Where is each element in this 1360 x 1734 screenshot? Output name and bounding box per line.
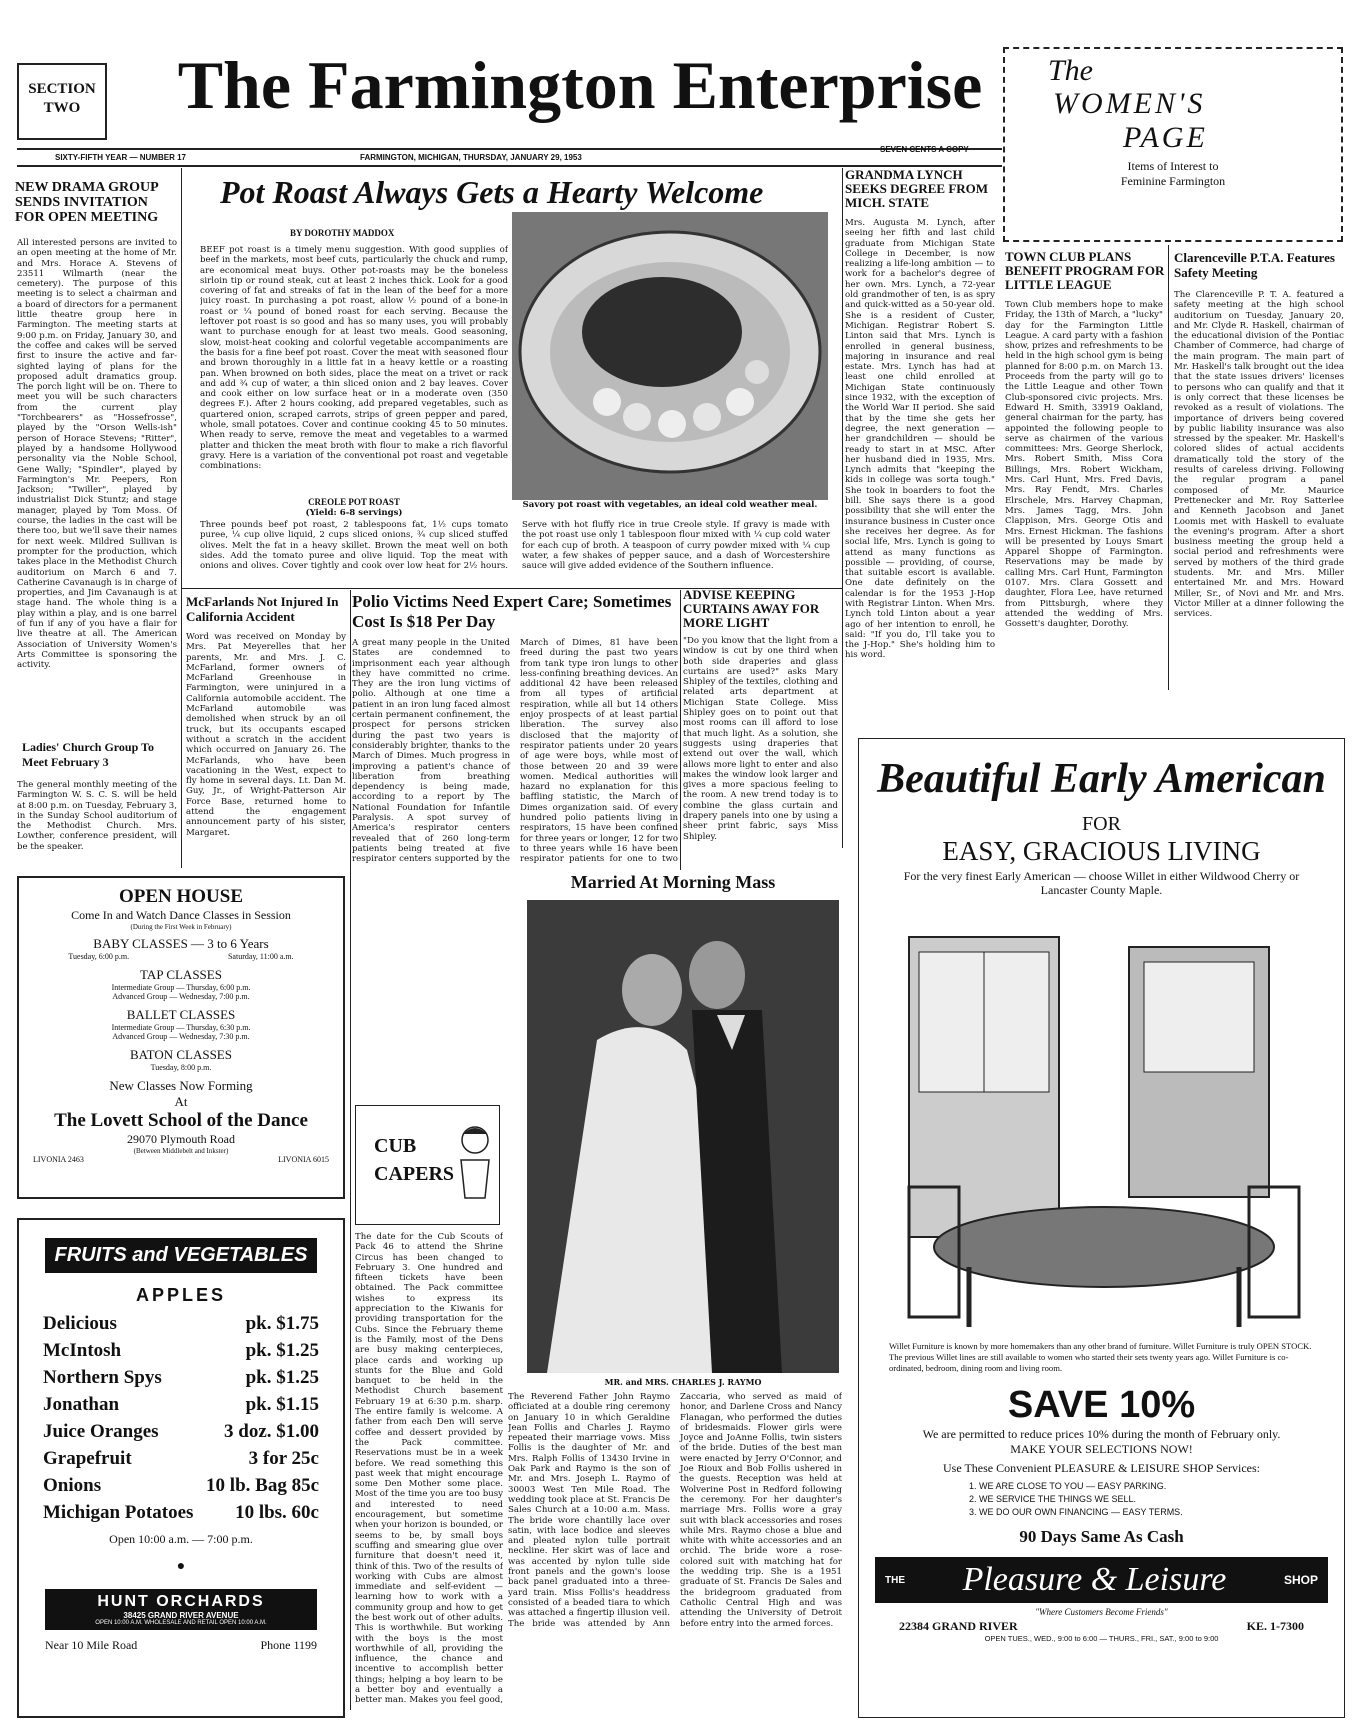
willet-phone: KE. 1-7300 [1246,1619,1304,1633]
fruit-price-row [43,1391,319,1418]
pleasure-shop: SHOP [1283,1573,1318,1587]
womens-page-sub-1: Items of Interest to [1127,159,1219,173]
fruit-price: 10 lb. Bag 85c [206,1475,319,1496]
section-label-1: SECTION [28,81,96,97]
willet-service-item: 1. WE ARE CLOSE TO YOU — EASY PARKING. [969,1481,1167,1491]
open-house-baby-times [19,952,343,961]
drama-headline: NEW DRAMA GROUP SENDS INVITATION FOR OPEN MEETING [15,180,159,225]
open-house-subtitle: Come In and Watch Dance Classes in Session [71,908,291,922]
town-club-body: Town Club members hope to make Friday, the 13th of March, a "lucky" day for the Farmington Little League. A card party with a fashion show, prizes and refreshments to be held in the high school gym is being planned for 8:00 p.m. on March 13. Proceeds from the party will go to the Little League and other Town Club-sponsored civic projects. Mrs. Edward H. Smith, 33919 Oakland, general chairman for the party, has appointed the following people to serve as chairmen of the various committees: Mrs. George Sherlock, Mrs. Robert Smith, Miss Cora Billings, Mrs. Robert Wickham, Mrs. Carl Hunt, Mrs. Fred Davis, Mrs. Ray Fendt, Mrs. Charles Elrschele, Mrs. Harvey Chapman, Mrs. James Tagg, Mrs. John Clappison, Mrs. George Otis and Mrs. Ernest Hickman. The fashions will be presented by Louys Smart Apparel Shoppe of Farmington. Reservations may be made by calling Mrs. Carl Hunt, Farmington 0107. Mrs. Clara Gossett and daughter, Flora Lee, have returned from Pittsburgh, where they attended the wedding of Mrs. Gossett's daughter, Dorothy. [1005,300,1163,630]
col-rule-3 [1168,245,1169,690]
open-house-baton: BATON CLASSES [130,1047,232,1062]
col-rule-4 [350,590,351,1710]
clarenceville-body: The Clarenceville P. T. A. featured a safety meeting at the high school auditorium on Tuesday, January 20, and Mr. Clyde R. Haskell, chairman of the educational division of the Pontiac Chamber of Commerce, had charge of the main program. The main part of Mr. Haskell's talk brought out the idea that the state issues drivers' licenses to persons who can qualify and that it is only correct that these licenses be revoked as a result of violations. The importance of drivers being covered by public liability insurance was also stressed by the speaker. Mr. Haskell's colored slides of actual accidents dramatically told the story of the results of careless driving. Following the regular program a panel composed of Mr. Maurice Prettenecker and Mr. Roy Satterlee and Kenneth Jacobson and Janet Loomis met with Haskell to evaluate the evening's program. After a short business meeting the group held a social period and refreshments were served by mothers of the third grade students. Mr. and Mrs. Miller entertained Mr. and Mrs. Howard Miller, Sr., of Novi and Mr. and Mrs. Victor Miller at a dinner following the services. [1174,290,1344,620]
drama-body: All interested persons are invited to an open meeting at the home of Mr. and Mrs. Horace A. Stevens of 23511 Wilmarth (near the cemetery). The purpose of this meeting is to select a chairman and a board of directors for a permanent little theatre group here in Farmington. The meeting starts at 9:00 p.m. on Friday, January 30, and the coffee and cakes will be served first to insure the active and far-sighted laying of plans for the proposed adult dramatics group. The porch light will be on. There to meet you will be such characters from the current play "Torchbearers" as "Hossefrosse", played by the "Orson Wells-ish" person of Horace Stevens; "Ritter", played by a handsome Hollywood personality via the Noble School, Gene Wally; "Spindler", played by Farmington's Mr. Peepers, Ron Jackson; "Twiller", played by industrialist Dick Stuntz; and stage manager, played by Tom Moss. Of course, the ladies in the cast will be there too, but we'll save their names for next week. Mildred Sullivan is prompter for the production, which takes place in the Methodist Church auditorium on March 6 and 7. Catherine Cavanaugh is in charge of properties, and Jim Cavanaugh is at stage hand. The whole thing is a play within a play, and is one barrel of fun if any of you have a flair for live theatre at all. The American Association of University Women's Arts Committee is sponsoring the activity. [17,238,177,671]
grandma-body: Mrs. Augusta M. Lynch, after seeing her fifth and last child graduate from Michigan State College in December, is now realizing a life-long ambition — to work for a bachelor's degree of her own. Mrs. Lynch, a 72-year old grandmother of ten, is as spry and quick-witted as a 50-year old. She is a resident of Custer, Michigan. Registrar Robert S. Linton said that Mrs. Lynch is enrolled in general business, majoring in insurance and real estate. Mrs. Lynch has had at least one child enrolled at Michigan State continuously since 1932, with the exception of the World War II period. She said that by the time she gets her degree, the next generation — her grandchildren — should be ready to start in at MSC. After her husband died in 1935, Mrs. Lynch admits that "keeping the kids in college was sorta tough." She took in boarders to foot the bill. She says there is a good possibility that she will enter the insurance business in Custer once she receives her degree. As for social life, Mrs. Lynch is going to attend as many functions as possible — providing, of course, that suitable escort is available. One date definitely on the calendar is for the 1953 J-Hop with Registrar Linton. When Mrs. Lynch told Linton about a year ago of her intention to enroll, he said: "If you do, I'll take you to the J-Hop." She's holding him to his word. [845,218,995,661]
clarenceville-headline: Clarenceville P.T.A. Features Safety Meeting [1174,250,1335,280]
fruit-name: Jonathan [43,1394,120,1415]
open-house-tap-1: Intermediate Group — Thursday, 6:00 p.m. [111,983,251,992]
womens-page-the: The [1048,54,1093,87]
willet-permitted: We are permitted to reduce prices 10% during the month of February only. [922,1427,1281,1441]
furniture-illustration [889,907,1314,1337]
open-house-phones [19,1155,343,1164]
curtains-body: "Do you know that the light from a window is cut by one third when both side draperies and glass curtains are used?" asks Mary Shipley of the textiles, clothing and related arts department at Michigan State College. Miss Shipley goes on to point out that most rooms can ill afford to lose that much light. As a solution, she suggests using draperies that extend out over the wall, which allows more light to enter and also makes the window look larger and gives a more spacious feeling to the room. A new trend today is to combine the glass curtain and drapery panels into one by using a sheer print fabric, says Miss Shipley. [683,636,838,842]
wedding-headline: Married At Morning Mass [570,872,776,892]
col-rule-2 [842,168,843,848]
willet-service-item: 2. WE SERVICE THE THINGS WE SELL. [969,1494,1137,1504]
fruit-name: Juice Oranges [43,1421,159,1442]
willet-address: 22384 GRAND RIVER [899,1619,1018,1633]
fruit-price: pk. $1.75 [245,1313,319,1334]
pot-roast-headline: Pot Roast Always Gets a Hearty Welcome [220,174,764,210]
fruit-name: Onions [43,1475,102,1496]
grandma-headline: GRANDMA LYNCH SEEKS DEGREE FROM MICH. STATE [845,167,989,210]
pot-roast-photo [512,212,828,500]
open-house-ballet-1: Intermediate Group — Thursday, 6:30 p.m. [111,1023,251,1032]
willet-service-item: 3. WE DO OUR OWN FINANCING — EASY TERMS. [969,1507,1183,1517]
willet-save: SAVE 10% [1007,1384,1196,1426]
polio-headline: Polio Victims Need Expert Care; Sometimes Cost Is $18 Per Day [352,592,672,631]
wedding-caption: MR. and MRS. CHARLES J. RAYMO [604,1377,762,1387]
open-house-tap: TAP CLASSES [140,967,222,982]
fruit-price: pk. $1.25 [245,1340,319,1361]
open-house-baby-time-2: Saturday, 11:00 a.m. [227,952,294,961]
hunt-orchards-address: 38425 GRAND RIVER AVENUE [123,1611,239,1620]
open-house-baby-time-1: Tuesday, 6:00 p.m. [68,952,130,961]
fruit-price-row [43,1364,319,1391]
cub-scout-icon [455,1120,495,1200]
fruit-price: pk. $1.15 [245,1394,319,1415]
hunt-orchards-hours: OPEN 10:00 A.M. WHOLESALE AND RETAIL OPEN 10:00 A.M. [95,1620,267,1626]
ladies-body: The general monthly meeting of the Farmington W. S. C. S. will be held at 8:00 p.m. on Tuesday, February 3, in the Sunday School auditorium of the Methodist Church. Mrs. Lowther, conference president, will be the speaker. [17,780,177,852]
platter-graphic [512,212,828,500]
willet-for: FOR [1082,813,1121,835]
open-house-ballet-2: Advanced Group — Wednesday, 7:30 p.m. [112,1032,250,1041]
willet-tagline: EASY, GRACIOUS LIVING [942,836,1261,866]
cub-title-2: CAPERS [374,1163,455,1185]
hunt-orchards-name: HUNT ORCHARDS [97,1593,265,1610]
section-label [17,80,107,118]
open-house-ad [17,876,345,1199]
ladies-headline: Ladies' Church Group To Meet February 3 [22,740,154,769]
hunt-orchards-banner [45,1589,317,1630]
col-rule-5 [680,590,681,870]
fruits-heading: APPLES [135,1285,227,1305]
willet-hours: OPEN TUES., WED., 9:00 to 6:00 — THURS., FRI., SAT., 9:00 to 9:00 [984,1634,1219,1643]
open-house-during: (During the First Week in February) [130,923,232,931]
womens-page-header [1003,55,1343,189]
fruits-footer [19,1630,343,1653]
fruit-name: Grapefruit [43,1448,132,1469]
fruits-ad [17,1218,345,1718]
year-number: SIXTY-FIFTH YEAR — NUMBER 17 [55,153,186,162]
cub-capers-title [374,1132,454,1188]
willet-make: MAKE YOUR SELECTIONS NOW! [1010,1442,1193,1456]
pot-roast-recipe-yield: (Yield: 6-8 servings) [305,508,403,518]
willet-sub: For the very finest Early American — choose Willet in either Wildwood Cherry or Lancaster County Maple. [903,869,1300,897]
wedding-photo [527,900,839,1373]
newspaper-title: The Farmington Enterprise [177,47,983,123]
fruit-name: Delicious [43,1313,117,1334]
curtains-headline: ADVISE KEEPING CURTAINS AWAY FOR MORE LIGHT [683,587,820,630]
fruit-price: 3 for 25c [248,1448,319,1469]
pot-roast-byline: BY DOROTHY MADDOX [290,228,395,238]
womens-page-sub-2: Feminine Farmington [1120,174,1226,188]
open-house-phone-right: LIVONIA 6015 [278,1155,329,1164]
mcfarlands-headline: McFarlands Not Injured In California Accident [186,594,339,624]
willet-desc: Willet Furniture is known by more homemakers than any other brand of furniture. Willet Furniture is truly OPEN STOCK. The previous Willet lines are still available to women who started their sets twenty years ago. Willet Furniture is co-ordinated, bedroom, dining room and living room. [889,1341,1312,1373]
fruit-price-row [43,1499,319,1526]
fruit-price-row [43,1472,319,1499]
section-label-2: TWO [43,100,81,116]
pleasure-leisure-banner [875,1557,1328,1603]
fruit-price-row [43,1310,319,1337]
open-house-title: OPEN HOUSE [118,886,244,907]
open-house-phone-left: LIVONIA 2463 [33,1155,84,1164]
willet-services [859,1476,1344,1519]
fruit-name: Northern Spys [43,1367,162,1388]
polio-body: A great many people in the United States are condemned to imprisonment each year although they have committed no crime. They are the iron lung victims of polio. Although at one time a patient in an iron lung faced almost certain permanent confinement, the prospect for persons stricken during the past two years is considerably brighter, thanks to the March of Dimes. Much progress in improving a patient's chance of liberation from breathing dependency is being made, according to a report by The National Foundation for Infantile Paralysis. A spot survey of America's respirator centers revealed that of 260 long-term patients being treated at five respirator centers supported by the March of Dimes, 81 have been freed during the past two years from tank type iron lungs to other less-confining breathing devices. An additional 42 have been released from all types of artificial respiration, while all but 14 others enjoy prospects of at least partial liberation. The survey also disclosed that the majority of respirator patients under 20 years of age were boys, while most of those between 20 and 39 were women. Medical authorities will hazard no explanation for this baffling statistic, the March of Dimes organization said. Of every hundred polio patients living in respirators, 15 have been confined for three years or longer, 12 for two to three years while 16 have been respirator patients for one to two [352,638,678,865]
open-house-ballet: BALLET CLASSES [126,1007,236,1022]
cub-body: The date for the Cub Scouts of Pack 46 to attend the Shrine Circus has been changed to February 3. One hundred and fifteen tickets have been obtained. The Pack committee wishes to express its appreciation to the Kiwanis for providing transportation for the Cubs. Since the February theme is the Family, most of the Dens are busy making centerpieces, place cards and working up stunts for the Blue and Gold banquet to be held in the Methodist Church basement February 19 at 6:30 p.m. sharp. The entire family is welcome. A father from each Den will serve coffee and dessert provided by the Pack committee. Reservations must be in a week before. We read something this past week that might encourage some Den Mother some place. Most of the time you are too busy and interested to need encouragement, but sometime when your horizon is bounded, or seems to be, by small boys scuffing and smearing glue over furniture that doesn't need it, think of this. Two of the results of working with Cubs are almost immediate and self-evident — learning how to work with a community group and how to get the best work out of other adults. This is worthwhile. But working with the boys is the most worthwhile of all, providing the influence, the chance and incentive to accomplish better things; helping a boy learn to be a better boy and eventually a better man. Makes you feel good, [355,1232,503,1704]
open-house-baby: BABY CLASSES — 3 to 6 Years [93,936,269,951]
fruits-bullet: ● [176,1559,186,1574]
willet-use: Use These Convenient PLEASURE & LEISURE SHOP Services: [943,1461,1260,1475]
open-house-new-2: At [174,1094,188,1109]
open-house-between: (Between Middlebelt and Inkster) [133,1147,229,1155]
fruit-price-row [43,1445,319,1472]
fruit-price: pk. $1.25 [245,1367,319,1388]
open-house-baton-1: Tuesday, 8:00 p.m. [150,1063,212,1072]
womens-page-title-1: WOMEN'S [1053,87,1206,120]
dateline: FARMINGTON, MICHIGAN, THURSDAY, JANUARY 29, 1953 [360,153,582,162]
fruit-price: 3 doz. $1.00 [224,1421,319,1442]
willet-days: 90 Days Same As Cash [1019,1527,1184,1546]
willet-title: Beautiful Early American [877,756,1326,802]
pleasure-the: THE [885,1574,905,1586]
col-rule-1 [181,168,182,868]
willet-ad [858,738,1345,1718]
pot-roast-recipe-body: Three pounds beef pot roast, 2 tablespoons fat, 1½ cups tomato puree, ¼ cup olive liquid, 2 cups sliced onions, ¾ cup sliced stuffed olives. Melt the fat in a heavy skillet. Brown the meat well on both sides. Add the tomato puree and olive liquid. Top the meat with onions and olives. Cover tightly and cook over low heat for 2½ hours. Serve with hot fluffy rice in true Creole style. If gravy is made with the pot roast use only 1 tablespoon flour mixed with ¼ cup cold water for each cup of broth. A teaspoon of curry powder mixed with ¼ cup water, a few shakes of pepper sauce, and a dash of Worcestershire sauce will give added evidence of the Southern influence. [200,520,830,572]
womens-page-title-2: PAGE [1123,121,1208,154]
pleasure-store: Pleasure & Leisure [962,1561,1227,1598]
fruit-price: 10 lbs. 60c [235,1502,319,1523]
price: SEVEN CENTS A COPY [880,145,969,154]
fruit-name: Michigan Potatoes [43,1502,194,1523]
fruits-phone: Phone 1199 [260,1638,317,1652]
wedding-body: The Reverend Father John Raymo officiated at a double ring ceremony on January 10 in which Geraldine Jean Follis and Charles J. Raymo repeated their marriage vows. Miss Follis is the daughter of Mr. and Mrs. Ralph Follis of 13430 Irvine in Oak Park and Raymo is the son of Mr. and Mrs. Joseph L. Raymo of 30003 West Ten Mile Road. The wedding took place at St. Francis De Sales Church at a 10:00 a.m. Mass. The bride wore chantilly lace over satin, with lace bodice and sleeves and pleated nylon tulle portrait neckline. Her skirt was of lace and was accented by nylon tulle side front panels and the gown's loose back panel graduated into a three-yard train. Miss Follis's headdress consisted of a beaded tiara to which was attached a fingertip illusion veil. The bride was attended by Ann Zaccaria, who served as maid of honor, and Darlene Cross and Nancy Flanagan, who performed the duties of bridesmaids. Flower girls were Joyce and JoAnne Follis, twin sisters of the bride. Duties of the best man were enacted by Jerry O'Connor, and Joe Rioux and Bob Follis ushered in the guests. Reception was held at Wolverine Post in Redford following the ceremony. For her daughter's marriage Mrs. Follis wore a gray suit with black accessories and roses while Mrs. Raymo chose a blue and white with white accessories and an orchid. The bride wore a rose-colored suit with matching hat for the wedding trip. She is a 1951 graduate of St. Francis De Sales and the bridegroom graduated from Catholic Central High and was attending the University of Detroit before entry into the armed forces. [508,1392,842,1629]
open-house-school: The Lovett School of the Dance [54,1110,308,1131]
fruits-hours: Open 10:00 a.m. — 7:00 p.m. [109,1532,253,1546]
masthead-rule-top [17,148,1002,150]
pot-roast-caption: Savory pot roast with vegetables, an ideal cold weather meal. [522,500,818,510]
open-house-new-1: New Classes Now Forming [109,1078,253,1093]
cub-title-1: CUB [374,1135,417,1157]
pot-roast-body: BEEF pot roast is a timely menu suggestion. With good supplies of beef in the markets, most beef cuts, particularly the chuck and rump, are economical meat buys. Other pot-roasts may be the boneless sirloin tip or round steak, cut at least 2 inches thick. Look for a good covering of fat and streaks of fat in the lean of the beef for a more juicy roast. In purchasing a pot roast, allow ½ pound of a bone-in roast or ¼ pound of boned roast for each serving. Because the leftover pot roast is so good and has so many uses, you will probably want to purchase enough for at least two meals. Good seasoning, slow, moist-heat cooking and colorful vegetable accompaniments are the basis for a fine beef pot roast. Cover the meat with seasoned flour and brown thoroughly in a little fat in a heavy kettle or a roasting pan. When browned on both sides, place the meat on a trivet or rack and add ¾ cup of water, a thin sliced onion and 2 bay leaves. Cover and cook either on low surface heat or in a moderate oven (350 degrees F.). After 2 hours cooking, add prepared vegetables, such as quartered onion, scraped carrots, strips of green pepper and pared, whole, small potatoes. Cover and continue cooking 45 to 50 minutes. When ready to serve, remove the meat and vegetables to a warmed platter and thicken the meat broth with flour to make a rich flavorful gravy. Here is a variation of the conventional pot roast and vegetable combinations: [200,245,508,472]
open-house-address: 29070 Plymouth Road [126,1132,235,1146]
pot-roast-recipe-title: CREOLE POT ROAST [308,497,400,507]
fruit-price-list [19,1306,343,1526]
willet-footer [859,1617,1344,1634]
fruits-banner: FRUITS and VEGETABLES [45,1238,317,1273]
mcfarlands-body: Word was received on Monday by Mrs. Pat Meyerelles that her parents, Mr. and Mrs. J. C. McFarland, former owners of McFarland Greenhouse in Farmington, were uninjured in a California automobile accident. The McFarland automobile was demolished when struck by an oil truck, but its occupants escaped without a scratch in the accident which occurred on January 26. The McFarlands, who have been vacationing in the West, expect to fly home in several days. Lt. Dan M. Guy, Jr., of Wright-Patterson Air Force Base, returned home to attend the engagement announcement party of his sister, Margaret. [186,632,346,838]
fruit-price-row [43,1418,319,1445]
fruits-near: Near 10 Mile Road [45,1638,138,1652]
fruit-price-row [43,1337,319,1364]
willet-slogan: "Where Customers Become Friends" [1035,1607,1168,1617]
fruit-name: McIntosh [43,1340,122,1361]
town-club-headline: TOWN CLUB PLANS BENEFIT PROGRAM FOR LITTLE LEAGUE [1005,249,1165,292]
open-house-tap-2: Advanced Group — Wednesday, 7:00 p.m. [112,992,250,1001]
